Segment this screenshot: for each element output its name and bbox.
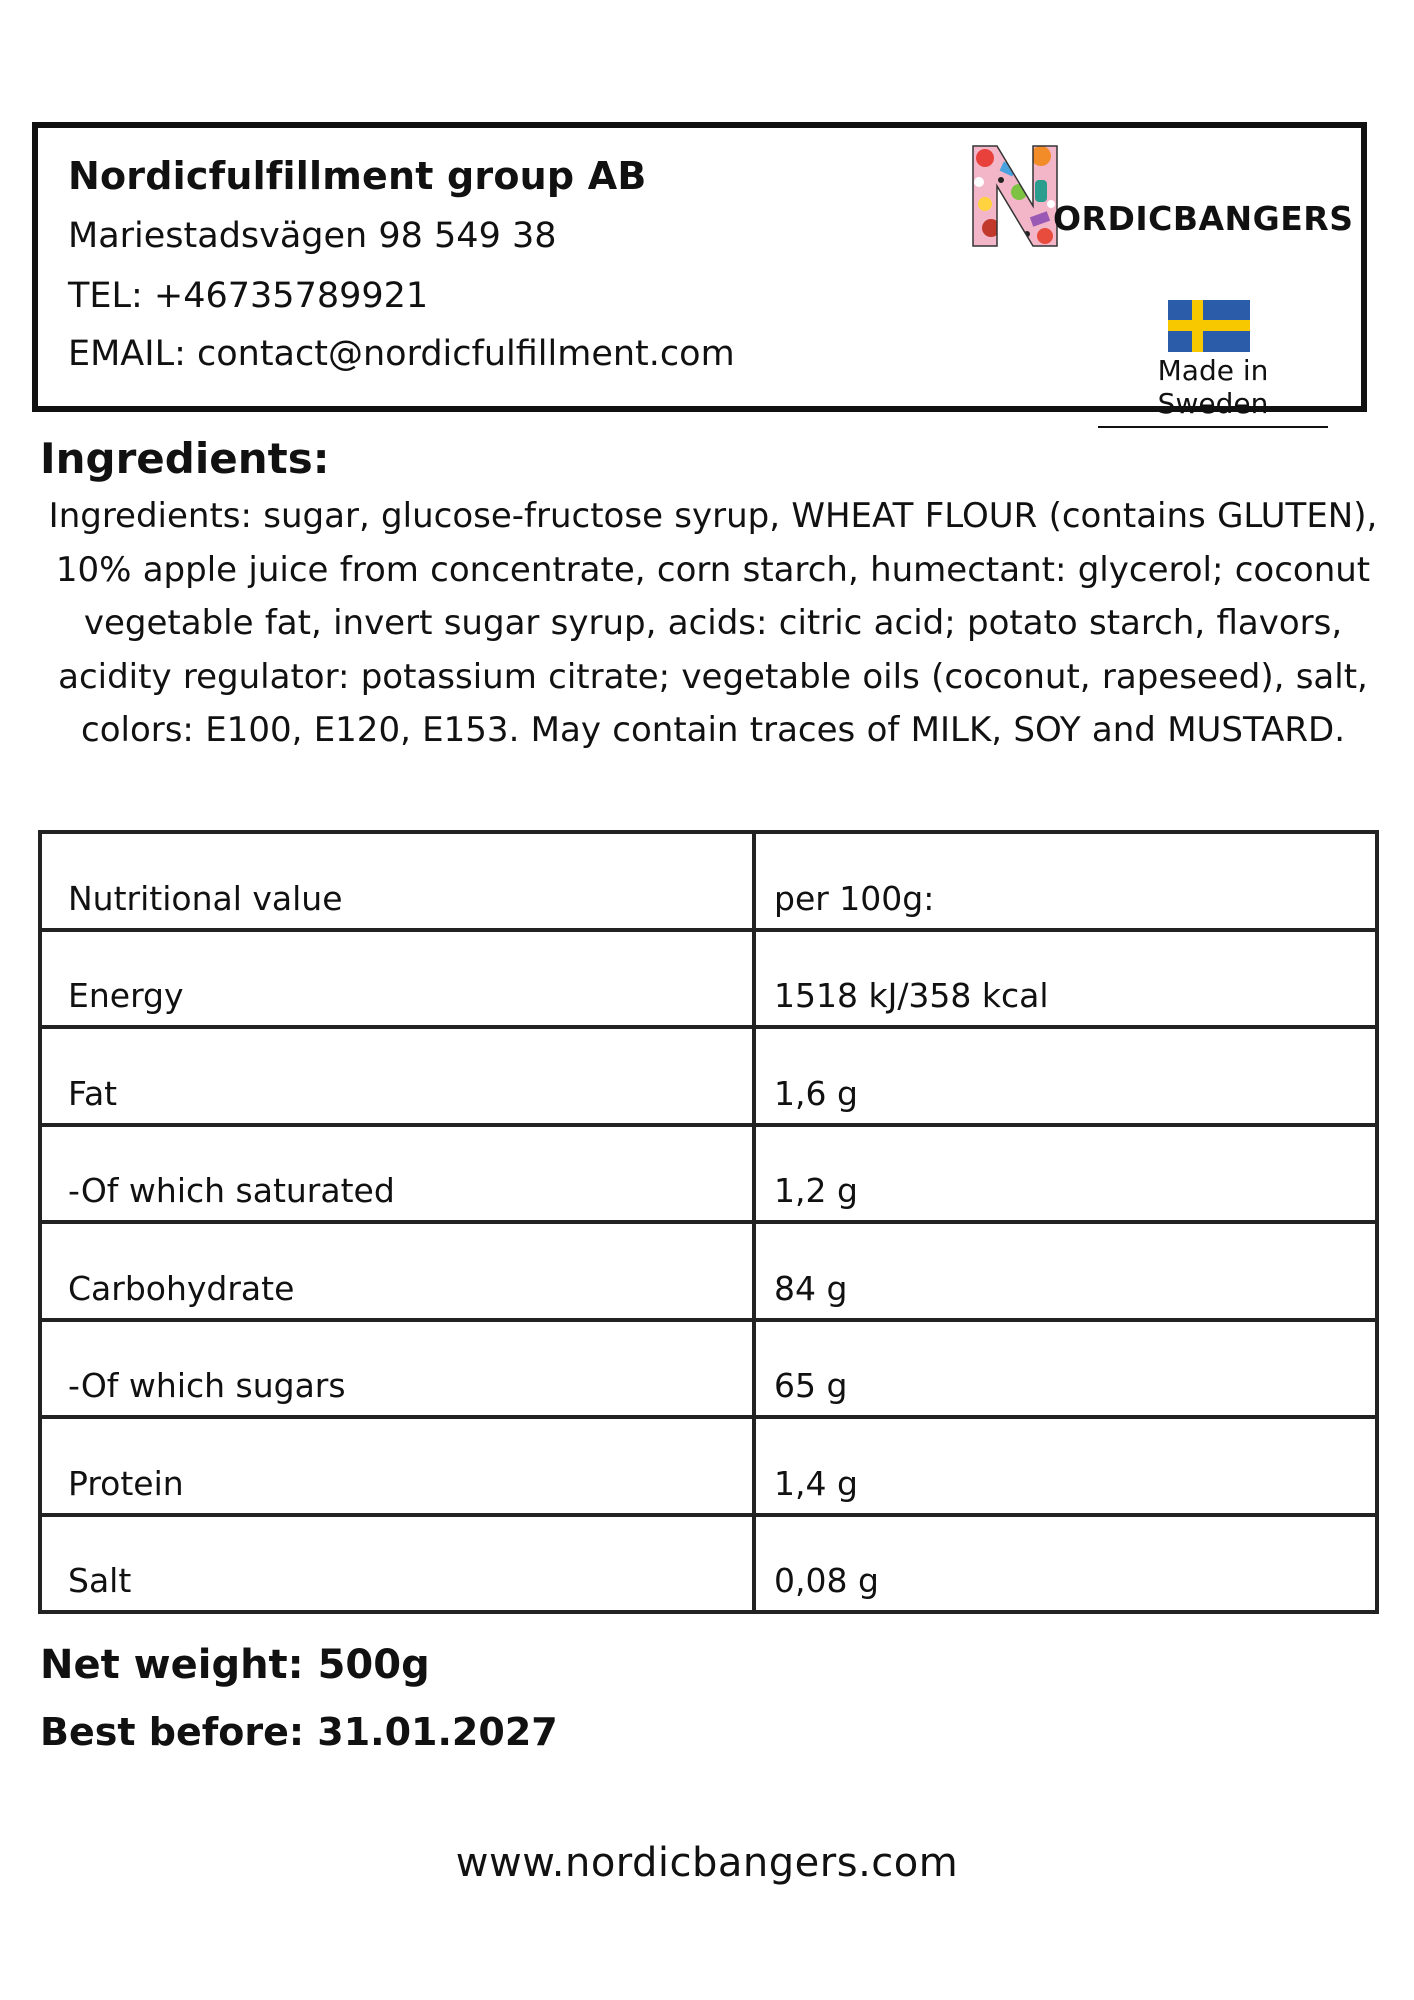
nutrition-label: Fat [40, 1027, 754, 1125]
nutrition-value: 1,2 g [754, 1125, 1377, 1223]
nutrition-label: Nutritional value [40, 832, 754, 930]
nutrition-value: 1518 kJ/358 kcal [754, 930, 1377, 1028]
best-before-date: Best before: 31.01.2027 [40, 1710, 558, 1754]
table-row [40, 1125, 1377, 1223]
net-weight: Net weight: 500g [40, 1642, 430, 1688]
made-in-sweden-label: Made in Sweden [1098, 354, 1328, 428]
nutrition-value: 65 g [754, 1320, 1377, 1418]
company-name: Nordicfulfillment group AB [68, 154, 647, 198]
nutrition-label: Energy [40, 930, 754, 1028]
nordicbangers-logo [971, 144, 1354, 254]
nutrition-label: -Of which saturated [40, 1125, 754, 1223]
website-url: www.nordicbangers.com [455, 1840, 959, 1886]
company-phone: TEL: +46735789921 [68, 276, 429, 316]
sweden-flag-icon [1168, 300, 1250, 352]
ingredients-text: Ingredients: sugar, glucose-fructose syrup, WHEAT FLOUR (contains GLUTEN), 10% apple juice from concentrate, corn starch, humectant: glycerol; coconut vegetable fat, invert sugar syrup, acids: citric acid; potato starch, flavors, acidity regulator: potassium citrate; vegetable oils (coconut, rapeseed), salt, colors: E100, E120, E153. May contain traces of MILK, SOY and MUSTARD. [48, 496, 1378, 750]
nutrition-label: -Of which sugars [40, 1320, 754, 1418]
table-row [40, 1320, 1377, 1418]
company-address: Mariestadsvägen 98 549 38 [68, 216, 557, 256]
company-email: EMAIL: contact@nordicfulfillment.com [68, 334, 735, 374]
table-row [40, 832, 1377, 930]
nutrition-value: per 100g: [754, 832, 1377, 930]
table-row [40, 930, 1377, 1028]
nutrition-value: 1,6 g [754, 1027, 1377, 1125]
nutrition-value: 84 g [754, 1222, 1377, 1320]
nutrition-label: Carbohydrate [40, 1222, 754, 1320]
nutrition-value: 0,08 g [754, 1515, 1377, 1613]
table-row [40, 1515, 1377, 1613]
nutrition-table [38, 830, 1379, 1614]
logo-letter-n-icon [971, 144, 1059, 248]
nutrition-label: Protein [40, 1417, 754, 1515]
table-row [40, 1222, 1377, 1320]
table-row [40, 1027, 1377, 1125]
nutrition-label: Salt [40, 1515, 754, 1613]
company-info-box [32, 122, 1367, 420]
logo-text: ORDICBANGERS [1053, 199, 1354, 238]
ingredients-heading: Ingredients: [40, 434, 330, 483]
nutrition-value: 1,4 g [754, 1417, 1377, 1515]
table-row [40, 1417, 1377, 1515]
